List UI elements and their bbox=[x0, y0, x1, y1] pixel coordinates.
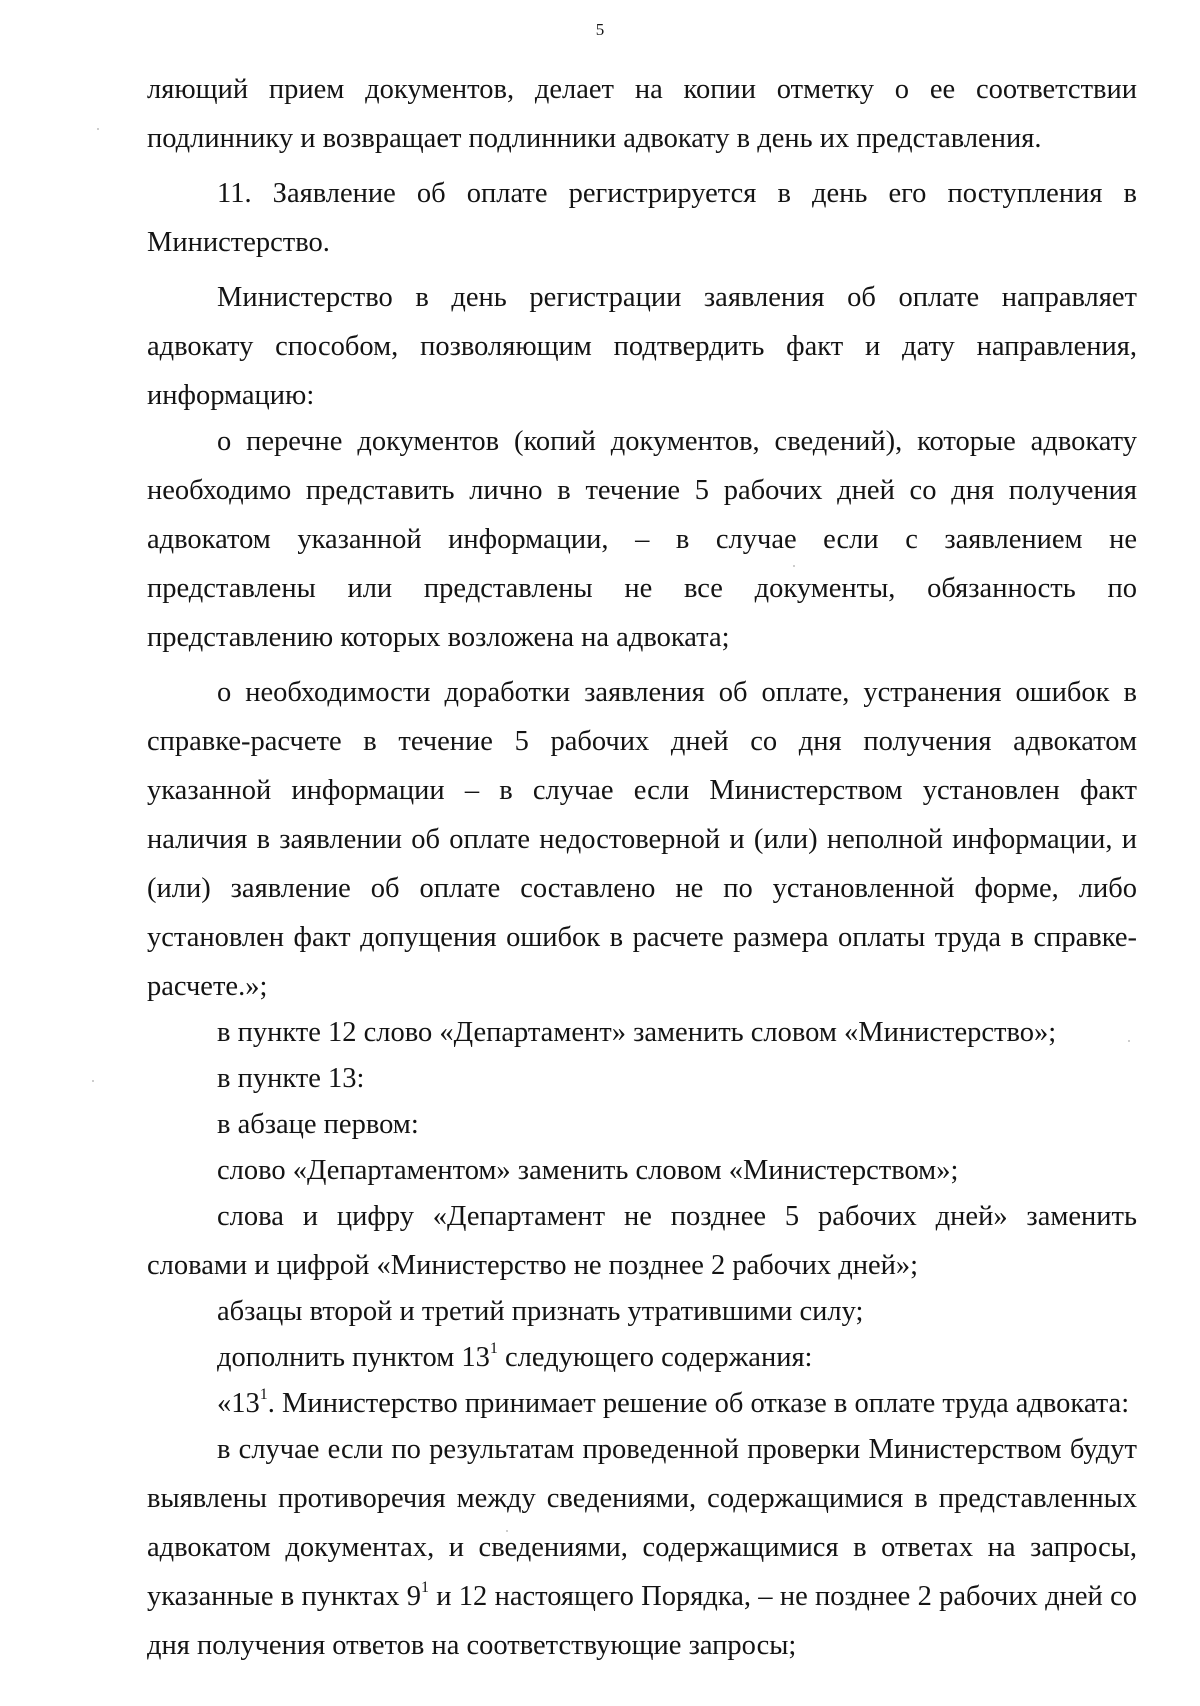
paragraph-documents-list: о перечне документов (копий документов, сведений), которые адвокату необходимо представить лично в течение 5 рабочих дней со дня получения адвокатом указанной информации, – в случае если с заявлением не представлены или представлены не все документы, обязанность по представлению которых возложена на адвоката; bbox=[147, 426, 1137, 653]
paragraph-registration-notice: Министерство в день регистрации заявления об оплате направляет адвокату способом, позволяющим подтвердить факт и дату направления, информацию: bbox=[147, 282, 1137, 411]
paragraph-add-item-13-1 bbox=[147, 1333, 1137, 1382]
scan-speck bbox=[506, 1530, 508, 1532]
paragraph-item-13-heading: в пункте 13: bbox=[217, 1063, 365, 1094]
paragraph-revision-notice: о необходимости доработки заявления об оплате, устранения ошибок в справке-расчете в течение 5 рабочих дней со дня получения адвокатом указанной информации – в случае если Министерством установлен факт наличия в заявлении об оплате недостоверной и (или) неполной информации, и (или) заявление об оплате составлено не по установленной форме, либо установлен факт допущения ошибок в расчете размера оплаты труда в справке-расчете.»; bbox=[147, 677, 1137, 1002]
document-body bbox=[147, 65, 1137, 1670]
paragraph-words-digit-replacement: слова и цифру «Департамент не позднее 5 рабочих дней» заменить словами и цифрой «Министерство не позднее 2 рабочих дней»; bbox=[147, 1201, 1137, 1281]
paragraph-word-replacement: слово «Департаментом» заменить словом «Министерством»; bbox=[217, 1155, 959, 1186]
scan-speck bbox=[97, 128, 99, 130]
superscript: 1 bbox=[489, 1339, 498, 1357]
paragraph-first-abzac: в абзаце первом: bbox=[217, 1109, 419, 1140]
scan-speck bbox=[793, 565, 795, 567]
superscript: 1 bbox=[421, 1578, 429, 1596]
paragraph-item-12-amendment: в пункте 12 слово «Департамент» заменить словом «Министерство»; bbox=[217, 1017, 1057, 1048]
page-number: 5 bbox=[595, 20, 605, 39]
paragraph-continuation: ляющий прием документов, делает на копии отметку о ее соответствии подлиннику и возвращает подлинники адвокату в день их представления. bbox=[147, 74, 1137, 154]
text-fragment: в случае если по результатам проведенной проверки Министерством будут выявлены противоречия между сведениями, содержащимися в представленных адвокатом документах, и сведениями, содержащимися в ответах на запросы, указанные в пунктах 9 bbox=[147, 1434, 1137, 1612]
text-fragment: дополнить пунктом 13 bbox=[217, 1342, 490, 1373]
paragraph-abzacs-repealed: абзацы второй и третий признать утратившими силу; bbox=[217, 1296, 864, 1327]
superscript: 1 bbox=[259, 1385, 268, 1403]
scan-speck bbox=[92, 1080, 94, 1082]
paragraph-contradictions-case bbox=[147, 1425, 1137, 1670]
text-fragment: «13 bbox=[217, 1388, 260, 1419]
text-fragment: следующего содержания: bbox=[497, 1342, 813, 1373]
scan-speck bbox=[1128, 1040, 1130, 1042]
paragraph-item-13-1-text bbox=[147, 1379, 1137, 1428]
paragraph-item-11: 11. Заявление об оплате регистрируется в день его поступления в Министерство. bbox=[147, 178, 1137, 258]
text-fragment: . Министерство принимает решение об отказе в оплате труда адвоката: bbox=[267, 1388, 1130, 1419]
text-fragment: и 12 настоящего Порядка, – не позднее 2 рабочих дней со дня получения ответов на соответствующие запросы; bbox=[147, 1581, 1137, 1661]
